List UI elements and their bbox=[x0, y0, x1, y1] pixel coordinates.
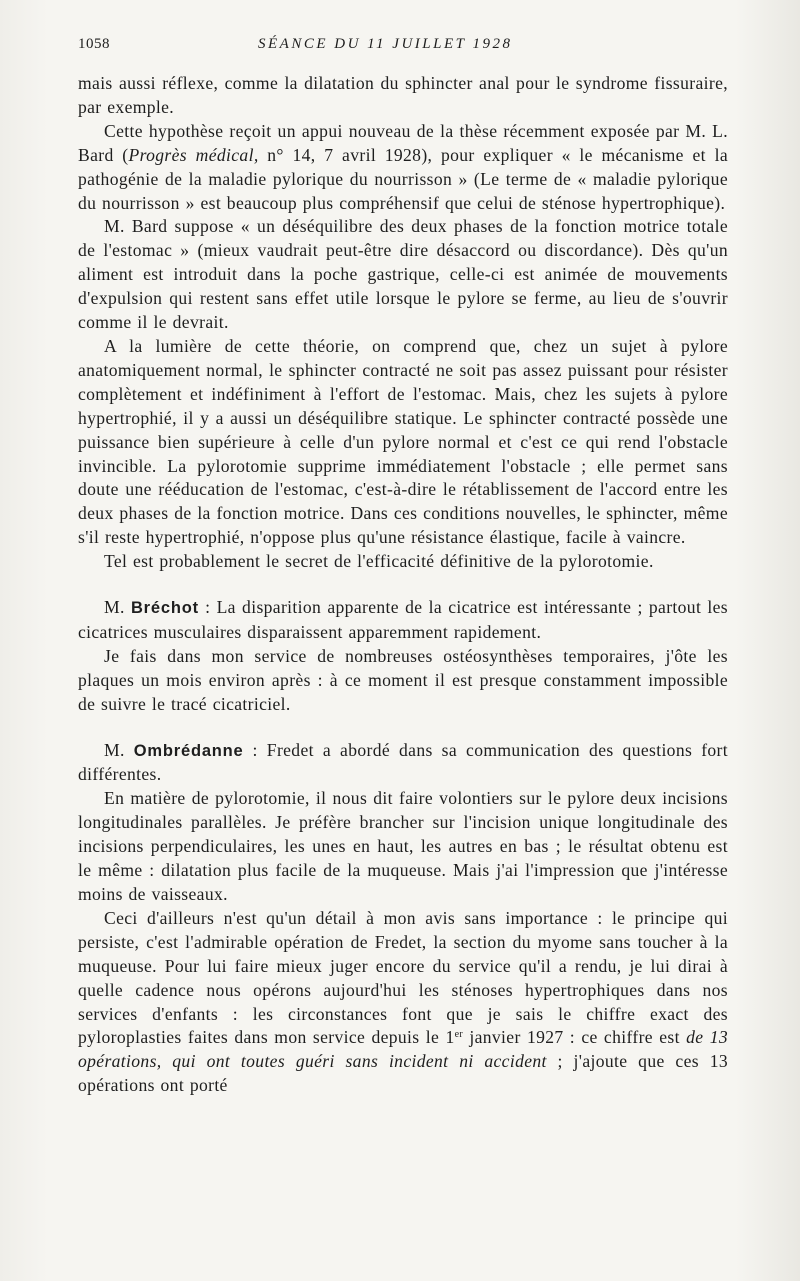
speaker-title: M. bbox=[104, 739, 134, 760]
ordinal-superscript: er bbox=[454, 1029, 464, 1041]
running-head: SÉANCE DU 11 JUILLET 1928 bbox=[258, 36, 513, 52]
paragraph-bard-thesis bbox=[78, 120, 728, 216]
paragraph-text: Ceci d'ailleurs n'est qu'un détail à mon avis sans importance : le principe qui persiste, c'est l'admirable opération de Fredet, la section du myome sans toucher à la muqueuse. Pour lui faire mieux juger encore du service qu'il a rendu, je lui dirai à quelle cadence nous opérons aujourd'hui les sténoses hypertrophiques dans nos services d'enfants : les circonstances font que je sais le chiffre exact des pyloroplasties faites dans mon service depuis le 1 bbox=[78, 907, 728, 1048]
paragraph-brechot bbox=[78, 596, 728, 645]
paragraph-bard-hypothesis bbox=[78, 215, 728, 335]
paragraph-operations bbox=[78, 907, 728, 1098]
paragraph-text: mais aussi réflexe, comme la dilatation du sphincter anal pour le syndrome fissuraire, par exemple. bbox=[78, 73, 728, 117]
paragraph-text: Tel est probablement le secret de l'efficacité définitive de la pylorotomie. bbox=[104, 551, 654, 572]
paragraph-text: M. Bard suppose « un déséquilibre des deux phases de la fonction motrice totale de l'estomac » (mieux vaudrait peut-être dire désaccord ou discordance). Dès qu'un aliment est introduit dans la poche gastrique, celle-ci est animée de mouvements d'expulsion qui restent sans effet utile lorsque le pylore se ferme, au lieu de s'ouvrir comme il le devrait. bbox=[78, 216, 728, 333]
paragraph-text: janvier 1927 : ce chiffre est bbox=[463, 1027, 687, 1048]
paragraph-text: n° 14, 7 avril 1928), pour expliquer « le mécanisme et la pathogénie de la maladie pylorique du nourrisson » (Le terme de « maladie pylorique du nourrisson » est beaucoup plus compréhensif que celui de sténose hypertrophique). bbox=[78, 144, 728, 213]
paragraph-text: : La disparition apparente de la cicatrice est intéressante ; partout les cicatrices musculaires disparaissent apparemment rapidement. bbox=[78, 597, 728, 642]
paragraph-theory bbox=[78, 335, 728, 550]
paragraph-text: A la lumière de cette théorie, on comprend que, chez un sujet à pylore anatomiquement normal, le sphincter contracté ne soit pas assez puissant pour résister complètement et indéfiniment à l'effort de l'estomac. Mais, chez les sujets à pylore hypertrophié, il y a aussi un déséquilibre statique. Le sphincter contracté possède une puissance bien supérieure à celle d'un pylore normal et c'est ce qui rend l'obstacle invincible. La pylorotomie supprime immédiatement l'obstacle ; elle permet sans doute une rééducation de l'estomac, c'est-à-dire le rétablissement de l'accord entre les deux phases de la fonction motrice. Dans ces conditions nouvelles, le sphincter, même s'il reste hypertrophié, n'oppose plus qu'une résistance élastique, facile à vaincre. bbox=[78, 335, 728, 548]
speaker-title: M. bbox=[104, 597, 131, 618]
paragraph-text: En matière de pylorotomie, il nous dit faire volontiers sur le pylore deux incisions longitudinales parallèles. Je préfère brancher sur l'incision unique longitudinale des incisions perpendiculaires, les unes en haut, les autres en bas ; le résultat obtenu est le même : dilatation plus facile de la muqueuse. Mais j'ai l'impression que j'intéresse moins de vaisseaux. bbox=[78, 788, 728, 904]
journal-title: Progrès médical, bbox=[128, 144, 259, 165]
paragraph-conclusion bbox=[78, 550, 728, 574]
page-number: 1058 bbox=[78, 36, 110, 52]
page-header bbox=[78, 36, 732, 58]
paragraph-ombredanne bbox=[78, 739, 728, 788]
paragraph-text: Je fais dans mon service de nombreuses ostéosynthèses temporaires, j'ôte les plaques un mois environ après : à ce moment il est presque constamment impossible de suivre le tracé cicatriciel. bbox=[78, 645, 728, 714]
paragraph-pylorotomy bbox=[78, 787, 728, 907]
speaker-name: Ombrédanne bbox=[133, 741, 244, 760]
paragraph-text: : Fredet a abordé dans sa communication des questions fort différentes. bbox=[78, 739, 728, 785]
paragraph-osteosynthesis bbox=[78, 645, 728, 717]
paragraph-continuation bbox=[78, 72, 728, 120]
document-body bbox=[78, 72, 728, 1098]
emphasis-text: de 13 opérations, qui ont toutes guéri sans incident ni accident bbox=[78, 1027, 728, 1072]
paragraph-text: ; j'ajoute que ces 13 opérations ont porté bbox=[78, 1051, 729, 1096]
paragraph-text: Cette hypothèse reçoit un appui nouveau de la thèse récemment exposée par M. L. Bard ( bbox=[78, 120, 728, 165]
speaker-name: Bréchot bbox=[130, 599, 199, 618]
